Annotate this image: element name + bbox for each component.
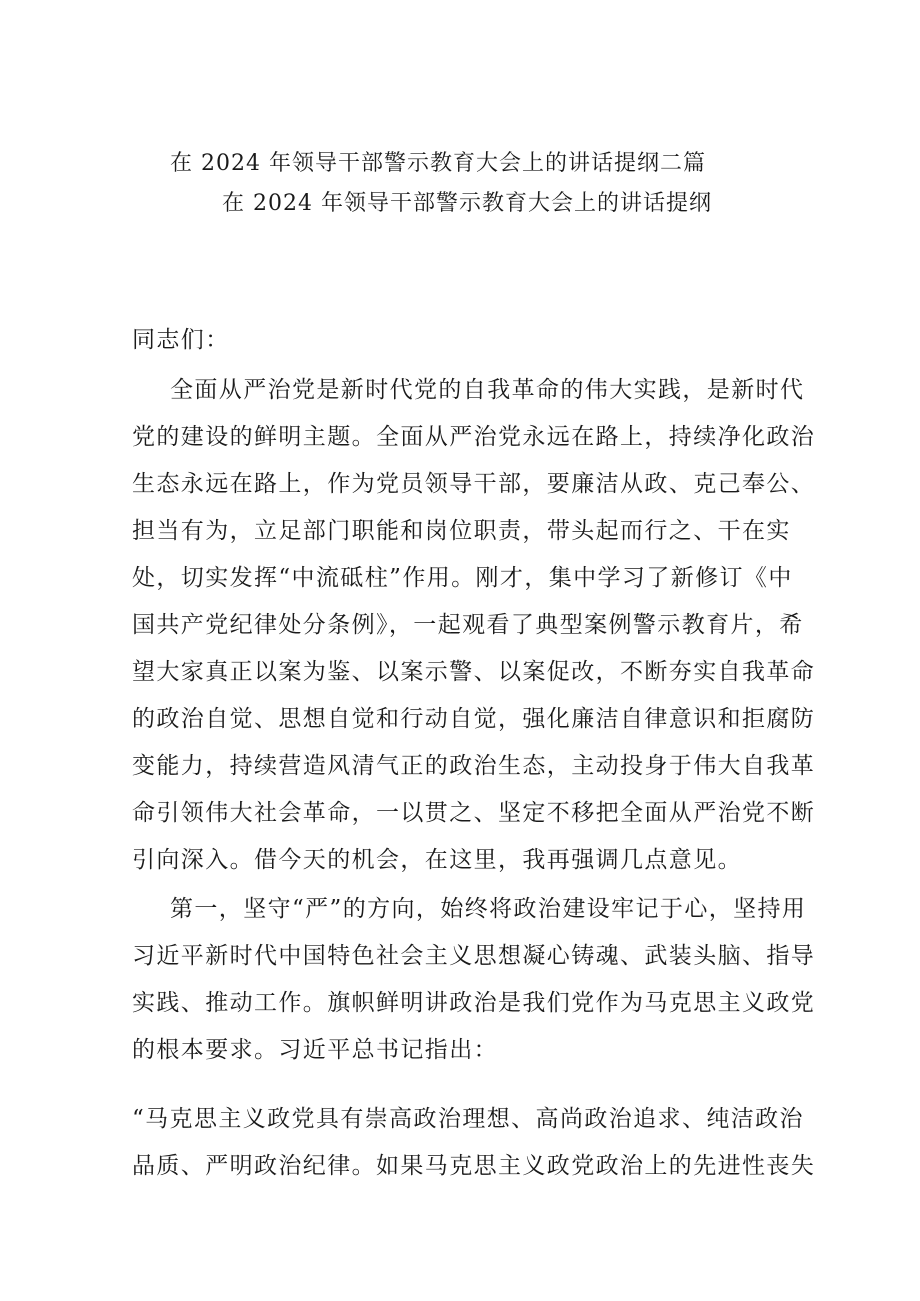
paragraph-line: 命引领伟大社会革命，一以贯之、坚定不移把全面从严治党不断 — [132, 800, 816, 826]
quote-line: 品质、严明政治纪律。如果马克思主义政党政治上的先进性丧失 — [132, 1153, 816, 1179]
paragraph-line: 望大家真正以案为鉴、以案示警、以案促改，不断夯实自我革命 — [132, 659, 816, 685]
paragraph-line: 的政治自觉、思想自觉和行动自觉，强化廉洁自律意识和拒腐防 — [132, 706, 816, 732]
paragraph-line: 第一，坚守“严”的方向，始终将政治建设牢记于心，坚持用 — [170, 896, 807, 922]
paragraph-line: 国共产党纪律处分条例》，一起观看了典型案例警示教育片，希 — [132, 612, 804, 638]
paragraph-line: 全面从严治党是新时代党的自我革命的伟大实践，是新时代 — [170, 377, 805, 403]
paragraph-line: 引向深入。借今天的机会，在这里，我再强调几点意见。 — [132, 847, 742, 873]
paragraph-line: 党的建设的鲜明主题。全面从严治党永远在路上，持续净化政治 — [132, 424, 816, 450]
paragraph-line: 生态永远在路上，作为党员领导干部，要廉洁从政、克己奉公、 — [132, 471, 816, 497]
paragraph-line: 担当有为，立足部门职能和岗位职责，带头起而行之、干在实 — [132, 518, 791, 544]
salutation: 同志们： — [132, 327, 230, 353]
paragraph-line: 的根本要求。习近平总书记指出： — [132, 1037, 498, 1063]
quote-line: “马克思主义政党具有崇高政治理想、高尚政治追求、纯洁政治 — [132, 1106, 804, 1132]
paragraph-line: 处，切实发挥“中流砥柱”作用。刚才，集中学习了新修订《中 — [132, 565, 793, 591]
paragraph-line: 变能力，持续营造风清气正的政治生态，主动投身于伟大自我革 — [132, 753, 816, 779]
paragraph-line: 习近平新时代中国特色社会主义思想凝心铸魂、武装头脑、指导 — [132, 943, 816, 969]
paragraph-line: 实践、推动工作。旗帜鲜明讲政治是我们党作为马克思主义政党 — [132, 990, 816, 1016]
document-subtitle: 在 2024 年领导干部警示教育大会上的讲话提纲 — [222, 191, 712, 216]
document-title: 在 2024 年领导干部警示教育大会上的讲话提纲二篇 — [170, 151, 706, 176]
